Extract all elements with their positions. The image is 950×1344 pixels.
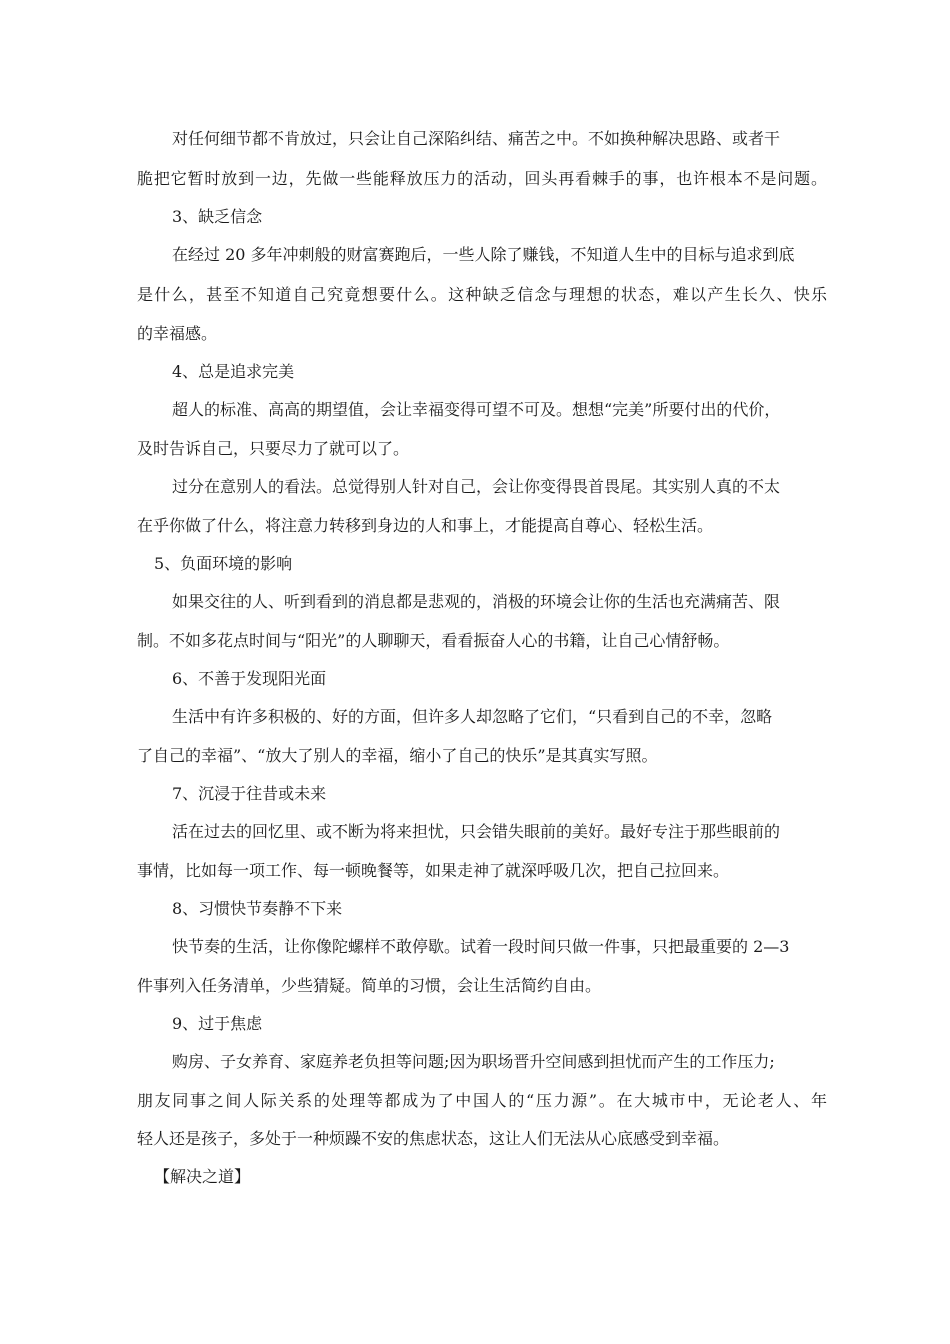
paragraph-line: 轻人还是孩子，多处于一种烦躁不安的焦虑状态，这让人们无法从心底感受到幸福。 — [137, 1129, 730, 1148]
paragraph-line: 制。不如多花点时间与“阳光”的人聊聊天，看看振奋人心的书籍，让自己心情舒畅。 — [137, 631, 730, 650]
paragraph-line: 的幸福感。 — [137, 324, 218, 343]
paragraph-line: 件事列入任务清单，少些猜疑。简单的习惯，会让生活简约自由。 — [137, 976, 602, 995]
section-heading: 8、习惯快节奏静不下来 — [172, 899, 343, 918]
section-heading: 4、总是追求完美 — [172, 362, 295, 381]
section-heading: 3、缺乏信念 — [172, 207, 263, 226]
paragraph-line: 在乎你做了什么，将注意力转移到身边的人和事上，才能提高自尊心、轻松生活。 — [137, 516, 714, 535]
section-heading: 【解决之道】 — [154, 1167, 251, 1186]
paragraph-line: 朋友同事之间人际关系的处理等都成为了中国人的“压力源”。在大城市中，无论老人、年 — [137, 1091, 827, 1110]
paragraph-line: 对任何细节都不肯放过，只会让自己深陷纠结、痛苦之中。不如换种解决思路、或者干 — [172, 129, 781, 148]
section-heading: 6、不善于发现阳光面 — [172, 669, 327, 688]
section-heading: 9、过于焦虑 — [172, 1014, 263, 1033]
paragraph-line: 过分在意别人的看法。总觉得别人针对自己，会让你变得畏首畏尾。其实别人真的不太 — [172, 477, 781, 496]
paragraph-line: 脆把它暂时放到一边，先做一些能释放压力的活动，回头再看棘手的事，也许根本不是问题。 — [137, 169, 827, 188]
paragraph-line: 了自己的幸福”、“放大了别人的幸福，缩小了自己的快乐”是其真实写照。 — [137, 746, 658, 765]
paragraph-line: 是什么，甚至不知道自己究竟想要什么。这种缺乏信念与理想的状态，难以产生长久、快乐 — [137, 285, 827, 304]
paragraph-line: 在经过 20 多年冲刺般的财富赛跑后，一些人除了赚钱，不知道人生中的目标与追求到底 — [172, 245, 795, 264]
paragraph-line: 活在过去的回忆里、或不断为将来担忧，只会错失眼前的美好。最好专注于那些眼前的 — [172, 822, 781, 841]
paragraph-line: 如果交往的人、听到看到的消息都是悲观的，消极的环境会让你的生活也充满痛苦、限 — [172, 592, 781, 611]
paragraph-line: 生活中有许多积极的、好的方面，但许多人却忽略了它们，“只看到自己的不幸，忽略 — [172, 707, 773, 726]
section-heading: 7、沉浸于往昔或未来 — [172, 784, 327, 803]
paragraph-line: 超人的标准、高高的期望值，会让幸福变得可望不可及。想想“完美”所要付出的代价， — [172, 400, 781, 419]
paragraph-line: 快节奏的生活，让你像陀螺样不敢停歇。试着一段时间只做一件事，只把最重要的 2—3 — [172, 937, 790, 956]
paragraph-line: 及时告诉自己，只要尽力了就可以了。 — [137, 439, 410, 458]
paragraph-line: 事情，比如每一项工作、每一顿晚餐等，如果走神了就深呼吸几次，把自己拉回来。 — [137, 861, 730, 880]
section-heading: 5、负面环境的影响 — [154, 554, 293, 573]
paragraph-line: 购房、子女养育、家庭养老负担等问题;因为职场晋升空间感到担忧而产生的工作压力; — [172, 1052, 775, 1071]
